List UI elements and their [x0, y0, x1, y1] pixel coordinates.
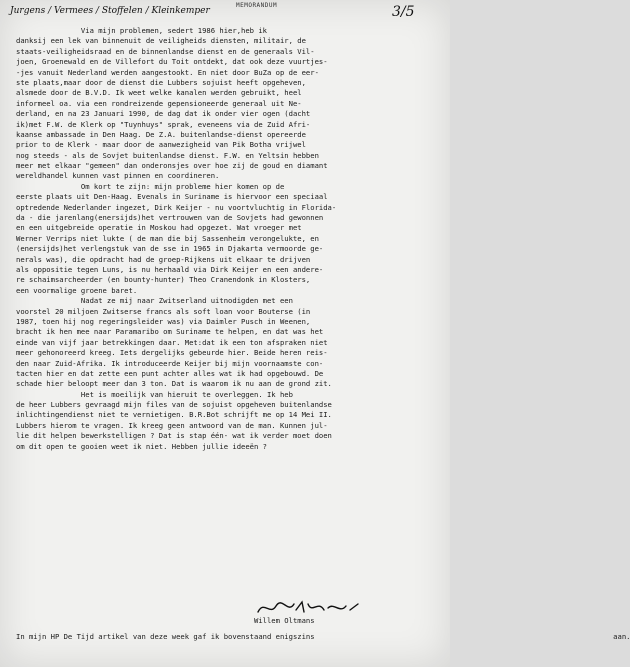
text-line: alsmede door de B.V.D. Ik weet welke kanalen werden gebruikt, heel	[16, 88, 302, 98]
text-line: joen, Groenewald en de Villefort du Toit ontdekt, dat ook deze vuurtjes-	[16, 57, 328, 67]
text-line: ik)met F.W. de Klerk op "Tuynhuys" sprak, eveneens via de Zuid Afri-	[16, 119, 311, 129]
text-line: Lubbers hierom te vragen. Ik kreeg geen antwoord van de man. Kunnen jul-	[16, 420, 328, 430]
text-line: In mijn HP De Tijd artikel van deze week gaf ik bovenstaand enigszins	[16, 632, 315, 641]
text-line: Nadat ze mij naar Zwitserland uitnodigden met een	[16, 296, 293, 306]
text-line: als oppositie tegen Luns, is nu herhaald via Dirk Keijer en een andere-	[16, 264, 324, 274]
text-line: aan.	[314, 632, 630, 641]
text-line: bracht ik hen mee naar Paramaribo om Suriname te helpen, en dat was het	[16, 327, 324, 337]
text-line: inlichtingendienst niet te vernietigen. B.R.Bot schrijft me op 14 Mei II.	[16, 410, 332, 420]
memo-body	[16, 26, 444, 452]
signature-icon	[254, 598, 364, 618]
text-line: meer met elkaar "gemeen" dan onderonsjes over hoe zij de goud en diamant	[16, 161, 328, 171]
text-line: (enersijds)het verlengstuk van de sse in 1965 in Djakarta vermoorde ge-	[16, 244, 324, 254]
text-line: den naar Zuid-Afrika. Ik introduceerde Keijer bij mijn voornaamste con-	[16, 358, 324, 368]
text-line: informeel oa. via een rondreizende gepensioneerde generaal uit Ne-	[16, 98, 302, 108]
text-line: ste plaats,maar door de dienst die Lubbers sojuist heeft opgeheven,	[16, 77, 306, 87]
text-line: kaanse ambassade in Den Haag. De Z.A. buitenlandse-dienst opereerde	[16, 129, 306, 139]
text-line: een voormalige groene baret.	[16, 285, 138, 295]
text-line: wereldhandel kunnen vast pinnen en coordineren.	[16, 171, 220, 181]
handwritten-names: Jurgens / Vermees / Stoffelen / Kleinkemper	[10, 6, 210, 16]
text-line: lie dit helpen bewerkstelligen ? Dat is stap één- wat ik verder moet doen	[16, 431, 332, 441]
text-line: re schaimsarcheerder (en bounty-hunter) Theo Cranendonk in Klosters,	[16, 275, 311, 285]
text-line: nog steeds - als de Sovjet buitenlandse dienst. F.W. en Yeltsin hebben	[16, 150, 319, 160]
text-line: prior to de Klerk - maar door de aanwezigheid van Pik Botha vrijwel	[16, 140, 306, 150]
text-line: om dit open te gooien weet ik niet. Hebben jullie ideeën ?	[16, 441, 267, 451]
text-line: meer gehonoreerd kreeg. Iets dergelijks gebeurde hier. Beide heren reis-	[16, 348, 328, 358]
handwritten-page-number: 3/5	[392, 4, 415, 20]
memo-stamp: MEMORANDUM	[236, 2, 278, 9]
text-line: optredende Nederlander ingezet, Dirk Keijer - nu voortvluchtig in Florida-	[16, 202, 337, 212]
text-line: Werner Verrips niet lukte ( de man die bij Sassenheim verongelukte, en	[16, 233, 319, 243]
text-line: eerste plaats uit Den-Haag. Evenals in Suriname is hiervoor een speciaal	[16, 192, 328, 202]
text-line: da - die jarenlang(enersijds)het vertrouwen van de Sovjets had gewonnen	[16, 213, 324, 223]
text-line: 1987, toen hij nog regeringsleider was) via Daimler Pusch in Weenen,	[16, 316, 311, 326]
text-line: Om kort te zijn: mijn probleme hier komen op de	[16, 181, 285, 191]
text-line: schade hier beloopt meer dan 3 ton. Dat is waarom ik nu aan de grond zit.	[16, 379, 332, 389]
text-line: einde van vijf jaar betrekkingen daar. Met:dat ik een ton afspraken niet	[16, 337, 328, 347]
text-line: staats-veiligheidsraad en de binnenlandse dienst en de generaals Vil-	[16, 46, 315, 56]
text-line: -jes vanuit Nederland werden aangestookt. En niet door BuZa op de eer-	[16, 67, 319, 77]
text-line: voorstel 20 miljoen Zwitserse francs als soft loan voor Bouterse (in	[16, 306, 311, 316]
text-line: en een uitgebreide operatie in Moskou had opgezet. Wat vroeger met	[16, 223, 302, 233]
text-line: de heer Lubbers gevraagd mijn files van de sojuist opgeheven buitenlandse	[16, 400, 332, 410]
text-line: nerals was), die opdracht had de groep-Rijkens uit elkaar te drijven	[16, 254, 311, 264]
signer-name: Willem Oltmans	[254, 616, 315, 625]
text-line: Via mijn problemen, sedert 1986 hier,heb ik	[16, 26, 267, 35]
text-line: derland, en na 23 Januari 1990, de dag dat ik onder vier ogen (dacht	[16, 109, 311, 119]
bottom-note	[16, 632, 630, 642]
text-line: tacten hier en dat zette een punt achter alles wat ik had opgebouwd. De	[16, 368, 324, 378]
text-line: danksij een lek van binnenuit de veiligheids diensten, militair, de	[16, 36, 306, 46]
text-line: Het is moeilijk van hieruit te overleggen. Ik heb	[16, 389, 293, 399]
